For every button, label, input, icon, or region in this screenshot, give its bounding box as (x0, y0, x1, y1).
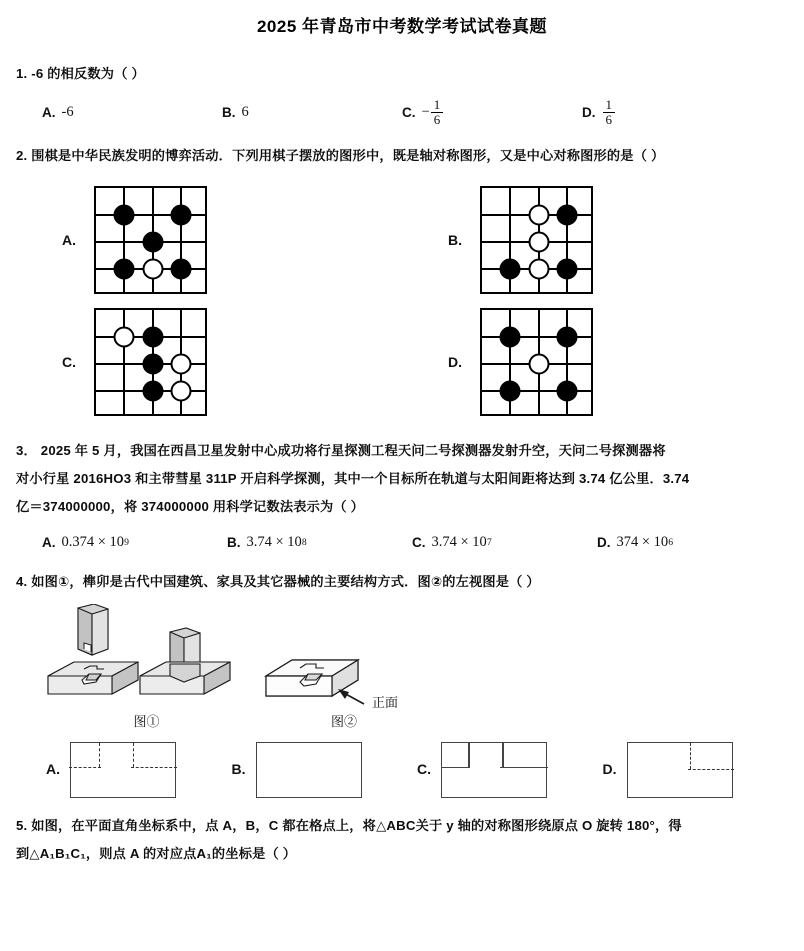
left-view-box-c (441, 742, 547, 798)
black-stone (142, 327, 163, 348)
fraction-numerator: 1 (605, 97, 612, 113)
black-stone (114, 205, 135, 226)
white-stone (114, 327, 135, 348)
option-1-a-label: A. (42, 105, 56, 121)
dashed-line-h1 (69, 767, 101, 768)
solid-line-h2 (500, 767, 548, 769)
fraction-denominator: 6 (603, 112, 616, 127)
option-2-a[interactable] (16, 179, 402, 301)
question-3 (16, 437, 788, 554)
black-stone (500, 327, 521, 348)
black-stone (556, 381, 577, 402)
white-stone (170, 381, 191, 402)
option-3-d-label: D. (597, 535, 611, 551)
go-board-d (480, 308, 593, 416)
option-3-a-exponent: 9 (124, 536, 129, 548)
mortise-beam-3 (266, 660, 358, 696)
option-3-c-label: C. (412, 535, 426, 551)
go-board-b (480, 186, 593, 294)
question-2 (16, 142, 788, 424)
mortise-beam-1 (48, 662, 138, 694)
black-stone (500, 259, 521, 280)
black-stone (142, 381, 163, 402)
option-4-b[interactable] (232, 742, 418, 798)
option-3-a-mantissa: 0.374 × 10 (61, 534, 125, 551)
question-3-options (16, 532, 788, 554)
tenon-piece-detached (78, 604, 108, 655)
question-1-options (16, 99, 788, 127)
left-view-box-a (70, 742, 176, 798)
board-label: A. (62, 231, 76, 248)
option-1-d[interactable] (582, 99, 616, 127)
figure-1-caption: 图① (133, 714, 160, 730)
go-board-c (94, 308, 207, 416)
black-stone (170, 205, 191, 226)
option-3-b-label: B. (227, 535, 241, 551)
option-4-c[interactable] (417, 742, 603, 798)
option-4-d[interactable] (603, 742, 789, 798)
option-3-a[interactable] (42, 532, 227, 554)
page-title: 2025 年青岛市中考数学考试试卷真题 (256, 17, 548, 36)
black-stone (142, 354, 163, 375)
fraction-numerator: 1 (433, 97, 441, 113)
black-stone (556, 259, 577, 280)
mortise-tenon-figure (16, 604, 788, 732)
solid-line-v2 (502, 743, 504, 767)
option-1-a[interactable] (42, 99, 222, 127)
dashed-line-h1 (688, 769, 734, 770)
question-4-stem: 4. 如图①，榫卯是古代中国建筑、家具及其它器械的主要结构方式．图②的左视图是（ ） (16, 574, 540, 590)
option-3-b-exponent: 8 (301, 536, 307, 548)
option-1-c-fraction (431, 98, 444, 126)
black-stone (114, 259, 135, 280)
question-1 (16, 60, 788, 128)
option-3-d-mantissa: 374 × 10 (616, 534, 669, 551)
black-stone (500, 381, 521, 402)
option-1-d-label: D. (582, 105, 596, 121)
option-2-b[interactable] (402, 179, 788, 301)
option-1-d-fraction (603, 98, 616, 126)
question-5-stem-line1: 5. 如图，在平面直角坐标系中，点 A，B，C 都在格点上，将△ABC关于 y 轴的对称图形绕原点 O 旋转 180°，得 (16, 817, 682, 833)
option-3-d-exponent: 6 (668, 536, 674, 548)
white-stone (142, 259, 163, 280)
dashed-line-h2 (131, 767, 177, 768)
option-2-c[interactable] (16, 301, 402, 423)
fraction-denominator: 6 (431, 112, 444, 127)
figure-captions (34, 712, 788, 732)
solid-line-v1 (468, 743, 470, 767)
black-stone (142, 232, 163, 253)
figure-2-caption: 图② (330, 714, 357, 730)
option-3-c[interactable] (412, 532, 597, 554)
option-1-a-value: -6 (61, 104, 74, 121)
option-4-c-label: C. (417, 761, 431, 778)
question-2-options (16, 179, 788, 423)
option-4-a[interactable] (46, 742, 232, 798)
front-label-text: 正面 (372, 694, 399, 709)
question-5-stem-line2: 到△A₁B₁C₁，则点 A 的对应点A₁的坐标是（ ） (16, 845, 297, 861)
white-stone (528, 232, 549, 253)
board-label: B. (448, 231, 462, 248)
dashed-line-v1 (99, 743, 100, 767)
black-stone (556, 327, 577, 348)
option-4-d-label: D. (602, 761, 617, 778)
option-1-b[interactable] (222, 99, 402, 127)
question-3-stem-line2: 对小行星 2016HO3 和主带彗星 311P 开启科学探测，其中一个目标所在轨道与太阳间距将达到 3.74 亿公里．3.74 (16, 470, 690, 486)
board-label: D. (448, 353, 462, 370)
question-2-stem: 2. 围棋是中华民族发明的博弈活动．下列用棋子摆放的图形中，既是轴对称图形，又是中心对称图形的是（ ） (16, 147, 665, 163)
white-stone (528, 354, 549, 375)
question-1-stem: 1. -6 的相反数为（ ） (16, 65, 145, 81)
question-4-options (16, 742, 788, 798)
option-2-d[interactable] (402, 301, 788, 423)
option-4-a-label: A. (46, 761, 60, 778)
option-3-d[interactable] (597, 532, 782, 554)
option-1-c-sign: − (421, 104, 430, 121)
black-stone (170, 259, 191, 280)
go-board-a (94, 186, 207, 294)
board-label: C. (62, 353, 76, 370)
option-3-b-mantissa: 3.74 × 10 (246, 534, 302, 551)
mortise-beam-2 (140, 662, 230, 694)
solid-line-h1 (442, 767, 470, 769)
question-3-stem-line3: 亿＝374000000，将 374000000 用科学记数法表示为（ ） (16, 498, 365, 514)
question-4 (16, 568, 788, 798)
front-direction-arrow (338, 689, 364, 704)
option-1-b-label: B. (222, 105, 236, 121)
black-stone (556, 205, 577, 226)
white-stone (528, 205, 549, 226)
question-5 (16, 812, 788, 867)
question-3-stem-line1: 3． 2025 年 5 月，我国在西昌卫星发射中心成功将行星探测工程天问二号探测器发射升空，天问二号探测器将 (16, 443, 666, 459)
option-1-b-value: 6 (241, 104, 249, 121)
option-3-c-exponent: 7 (486, 536, 492, 548)
white-stone (170, 354, 191, 375)
dashed-line-v1 (690, 743, 691, 769)
option-3-a-label: A. (42, 535, 56, 551)
option-1-c-label: C. (402, 105, 416, 121)
left-view-box-d (627, 742, 733, 798)
option-3-b[interactable] (227, 532, 412, 554)
dashed-line-v2 (133, 743, 134, 767)
tenon-illustration-svg (34, 604, 454, 709)
option-4-b-label: B. (231, 761, 246, 778)
option-1-c[interactable] (402, 99, 582, 127)
white-stone (528, 259, 549, 280)
left-view-box-b (256, 742, 362, 798)
option-3-c-mantissa: 3.74 × 10 (431, 534, 487, 551)
